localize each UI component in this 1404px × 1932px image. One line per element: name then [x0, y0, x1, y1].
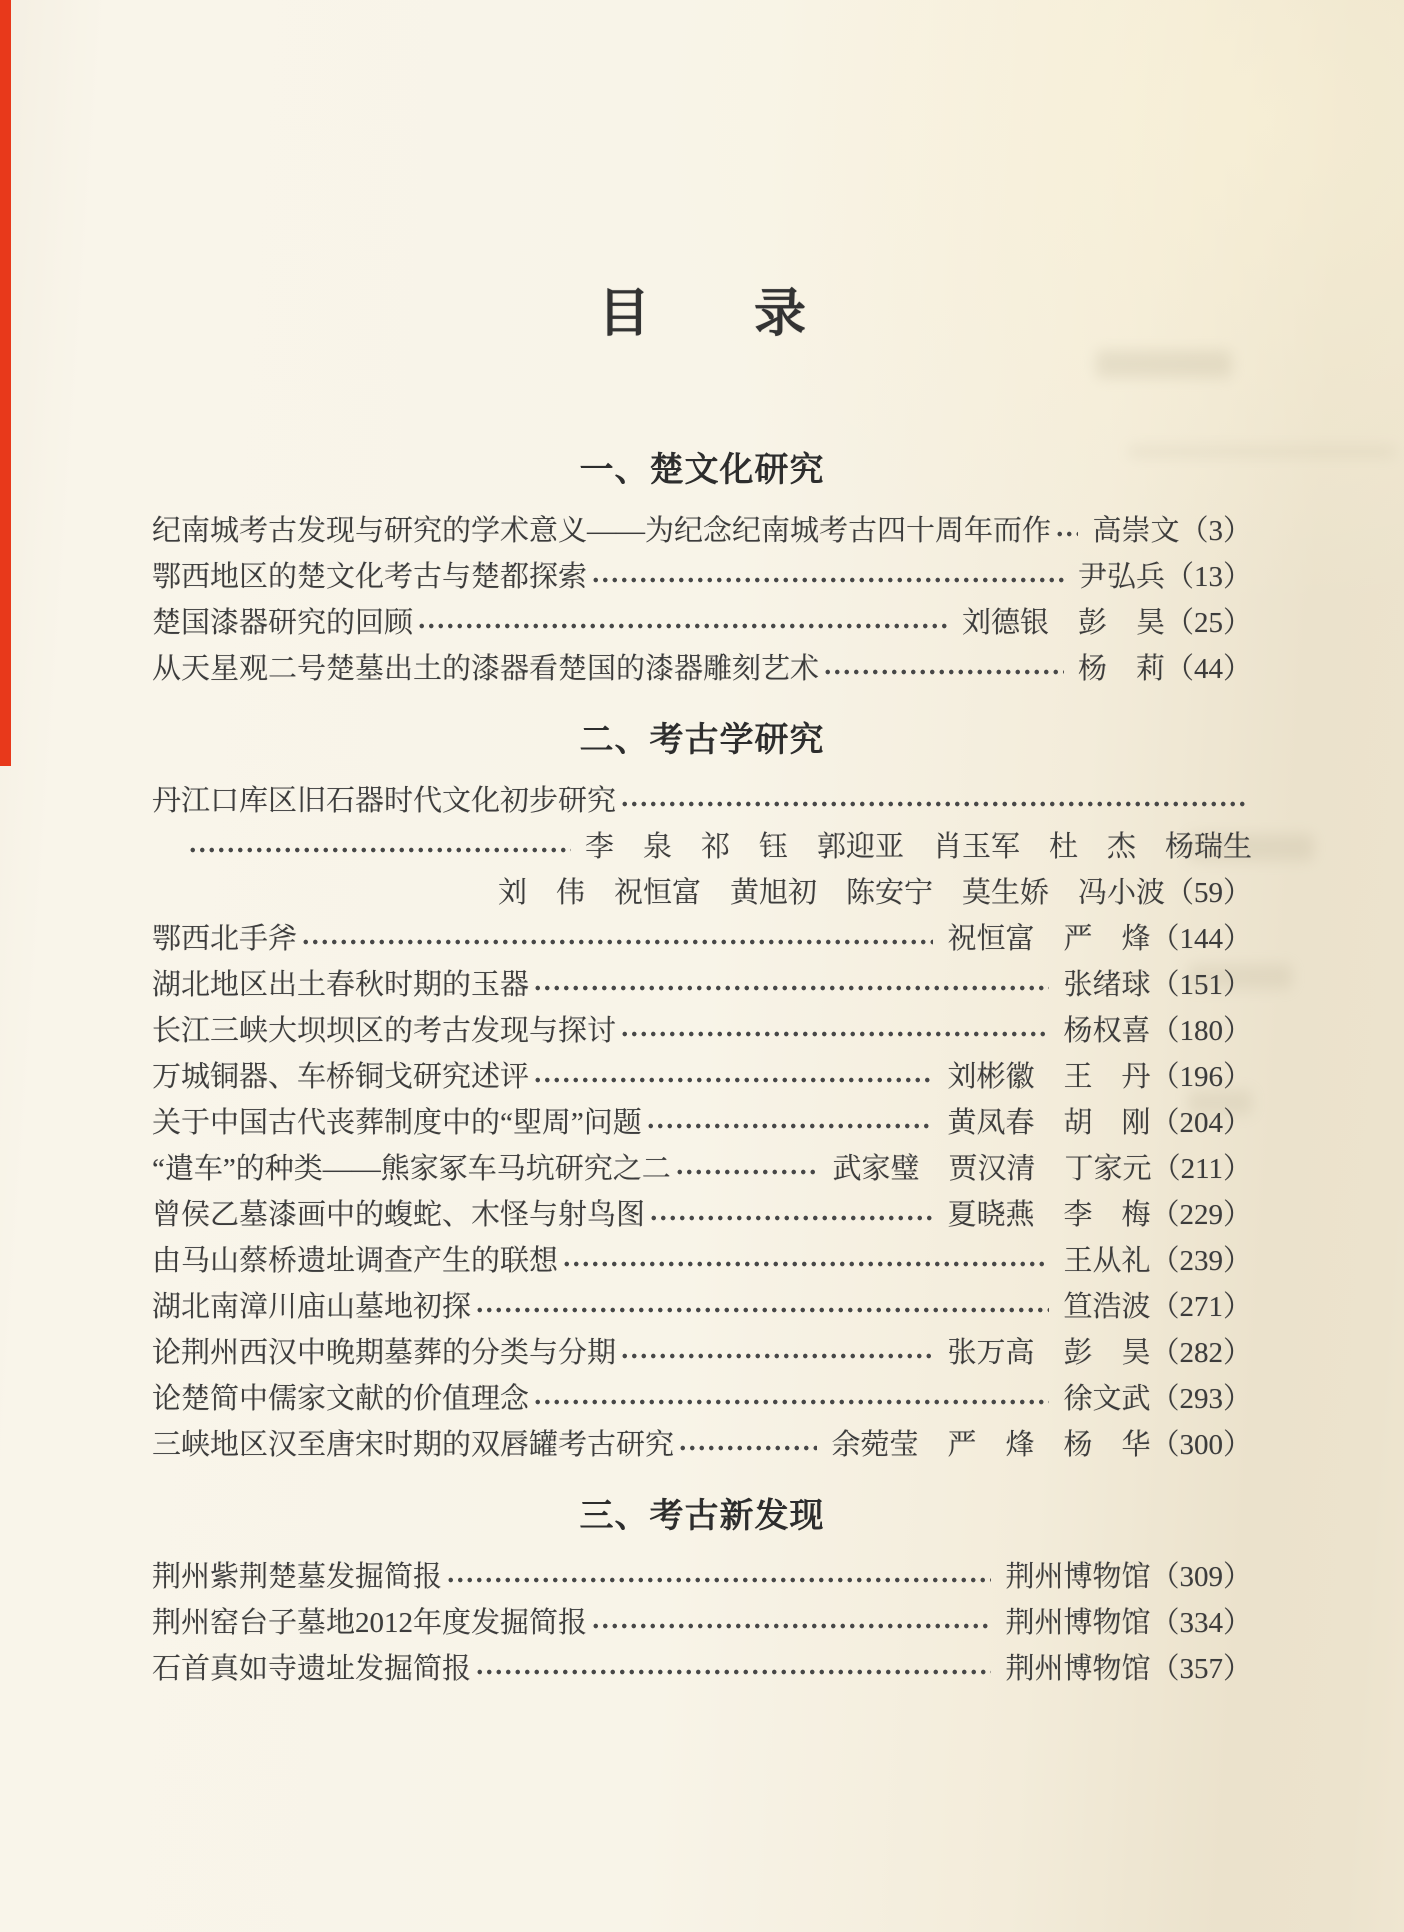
- entry-title: 三峡地区汉至唐宋时期的双唇罐考古研究: [152, 1429, 675, 1461]
- toc-entry: [152, 778, 1252, 824]
- dotted-leader: [301, 916, 933, 962]
- entry-title: 荆州窑台子墓地2012年度发掘简报: [152, 1607, 588, 1639]
- dotted-leader: [446, 1554, 991, 1600]
- toc-entry: [152, 1554, 1252, 1600]
- entry-page-number: （293）: [1150, 1383, 1252, 1415]
- dotted-leader: [533, 1054, 933, 1100]
- entry-page-number: （357）: [1150, 1653, 1252, 1685]
- entry-list: [152, 778, 1252, 1468]
- toc-entry: [152, 600, 1252, 646]
- dotted-leader: [417, 600, 948, 646]
- entry-page-number: （204）: [1150, 1107, 1252, 1139]
- entry-authors: 笪浩波: [1063, 1291, 1151, 1323]
- section-heading: 一、楚文化研究: [579, 451, 825, 489]
- toc-entry: [152, 1646, 1252, 1692]
- entry-authors: 荆州博物馆: [1005, 1607, 1151, 1639]
- entry-authors: 刘彬徽 王 丹: [947, 1061, 1151, 1093]
- entry-title: 论楚简中儒家文献的价值理念: [152, 1383, 530, 1415]
- entry-authors: 张绪球: [1063, 969, 1151, 1001]
- toc-entry: [152, 1238, 1252, 1284]
- entry-page-number: （13）: [1164, 561, 1252, 593]
- dotted-leader: [475, 1284, 1049, 1330]
- toc-entry: [152, 646, 1252, 692]
- entry-authors: 张万高 彭 昊: [947, 1337, 1151, 1369]
- entry-title: 鄂西北手斧: [152, 923, 298, 955]
- dotted-leader: [620, 778, 1248, 824]
- entry-authors: 刘 伟 祝恒富 黄旭初 陈安宁 莫生娇 冯小波: [497, 877, 1165, 909]
- toc-entry: [152, 916, 1252, 962]
- entry-title: 长江三峡大坝坝区的考古发现与探讨: [152, 1015, 617, 1047]
- toc-entry: [152, 1600, 1252, 1646]
- entry-title: 从天星观二号楚墓出土的漆器看楚国的漆器雕刻艺术: [152, 653, 820, 685]
- dotted-leader: [562, 1238, 1049, 1284]
- toc-content: [152, 0, 1252, 1692]
- entry-list: [152, 1554, 1252, 1692]
- dotted-leader: [678, 1422, 817, 1468]
- dotted-leader: [475, 1646, 991, 1692]
- toc-entry: [152, 1008, 1252, 1054]
- entry-title: “遣车”的种类——熊家冢车马坑研究之二: [152, 1153, 671, 1185]
- section-heading: 三、考古新发现: [579, 1497, 825, 1535]
- toc-sections: [152, 448, 1252, 1692]
- entry-title: 丹江口库区旧石器时代文化初步研究: [152, 785, 617, 817]
- entry-title: 由马山蔡桥遗址调查产生的联想: [152, 1245, 559, 1277]
- toc-entry: [152, 554, 1252, 600]
- entry-page-number: （144）: [1150, 923, 1252, 955]
- entry-authors: 荆州博物馆: [1005, 1561, 1151, 1593]
- dotted-leader: [620, 1330, 933, 1376]
- entry-authors: 黄凤春 胡 刚: [947, 1107, 1151, 1139]
- toc-entry: [152, 962, 1252, 1008]
- entry-page-number: （3）: [1179, 515, 1252, 547]
- entry-authors: 夏晓燕 李 梅: [947, 1199, 1151, 1231]
- entry-title: 鄂西地区的楚文化考古与楚都探索: [152, 561, 588, 593]
- dotted-leader: [533, 962, 1049, 1008]
- entry-title: 湖北南漳川庙山墓地初探: [152, 1291, 472, 1323]
- entry-page-number: （59）: [1164, 877, 1252, 909]
- entry-page-number: （151）: [1150, 969, 1252, 1001]
- entry-title: 关于中国古代丧葬制度中的“堲周”问题: [152, 1107, 642, 1139]
- entry-authors: 李 泉 祁 钰 郭迎亚 肖玉军 杜 杰 杨瑞生: [584, 831, 1252, 863]
- toc-entry: [152, 1330, 1252, 1376]
- entry-page-number: （180）: [1150, 1015, 1252, 1047]
- entry-page-number: （229）: [1150, 1199, 1252, 1231]
- entry-title: 石首真如寺遗址发掘简报: [152, 1653, 472, 1685]
- entry-title: 万城铜器、车桥铜戈研究述评: [152, 1061, 530, 1093]
- entry-authors: 高崇文: [1092, 515, 1180, 547]
- entry-page-number: （25）: [1164, 607, 1252, 639]
- dotted-leader: [620, 1008, 1049, 1054]
- section-heading: 二、考古学研究: [579, 721, 825, 759]
- dotted-leader: [646, 1100, 934, 1146]
- dotted-leader: [675, 1146, 819, 1192]
- toc-entry: [152, 1054, 1252, 1100]
- entry-authors: 尹弘兵: [1077, 561, 1165, 593]
- entry-authors: 王从礼: [1063, 1245, 1151, 1277]
- entry-page-number: （282）: [1150, 1337, 1252, 1369]
- entry-authors: 杨 莉: [1077, 653, 1165, 685]
- dotted-leader: [591, 1600, 991, 1646]
- toc-entry: [152, 1146, 1252, 1192]
- dotted-leader: [1055, 508, 1078, 554]
- book-spine-stripe: [0, 0, 11, 766]
- entry-authors: 徐文武: [1063, 1383, 1151, 1415]
- entry-page-number: （271）: [1150, 1291, 1252, 1323]
- entry-authors: 杨权喜: [1063, 1015, 1151, 1047]
- toc-entry-authors-line: [152, 870, 1252, 916]
- toc-entry: [152, 1284, 1252, 1330]
- dotted-leader: [533, 1376, 1049, 1422]
- toc-entry-authors-line: [152, 824, 1252, 870]
- entry-title: 纪南城考古发现与研究的学术意义——为纪念纪南城考古四十周年而作: [152, 515, 1052, 547]
- entry-title: 楚国漆器研究的回顾: [152, 607, 414, 639]
- dotted-leader: [591, 554, 1064, 600]
- dotted-leader: [823, 646, 1064, 692]
- dotted-leader: [649, 1192, 933, 1238]
- entry-authors: 祝恒富 严 烽: [947, 923, 1151, 955]
- toc-entry: [152, 1192, 1252, 1238]
- entry-authors: 刘德银 彭 昊: [961, 607, 1165, 639]
- entry-page-number: （44）: [1164, 653, 1252, 685]
- page-title: 目 录: [597, 286, 806, 343]
- entry-page-number: （239）: [1150, 1245, 1252, 1277]
- entry-page-number: （309）: [1150, 1561, 1252, 1593]
- entry-page-number: （300）: [1150, 1429, 1252, 1461]
- entry-list: [152, 508, 1252, 692]
- entry-authors: 武家璧 贾汉清 丁家元: [832, 1153, 1152, 1185]
- toc-entry: [152, 508, 1252, 554]
- entry-page-number: （196）: [1150, 1061, 1252, 1093]
- entry-authors: 余菀莹 严 烽 杨 华: [831, 1429, 1151, 1461]
- toc-entry: [152, 1100, 1252, 1146]
- entry-title: 论荆州西汉中晚期墓葬的分类与分期: [152, 1337, 617, 1369]
- entry-title: 荆州紫荆楚墓发掘简报: [152, 1561, 443, 1593]
- entry-page-number: （334）: [1150, 1607, 1252, 1639]
- toc-entry: [152, 1422, 1252, 1468]
- entry-authors: 荆州博物馆: [1005, 1653, 1151, 1685]
- entry-title: 湖北地区出土春秋时期的玉器: [152, 969, 530, 1001]
- toc-entry: [152, 1376, 1252, 1422]
- dotted-leader: [188, 824, 571, 870]
- entry-page-number: （211）: [1151, 1153, 1252, 1185]
- entry-title: 曾侯乙墓漆画中的蝮蛇、木怪与射鸟图: [152, 1199, 646, 1231]
